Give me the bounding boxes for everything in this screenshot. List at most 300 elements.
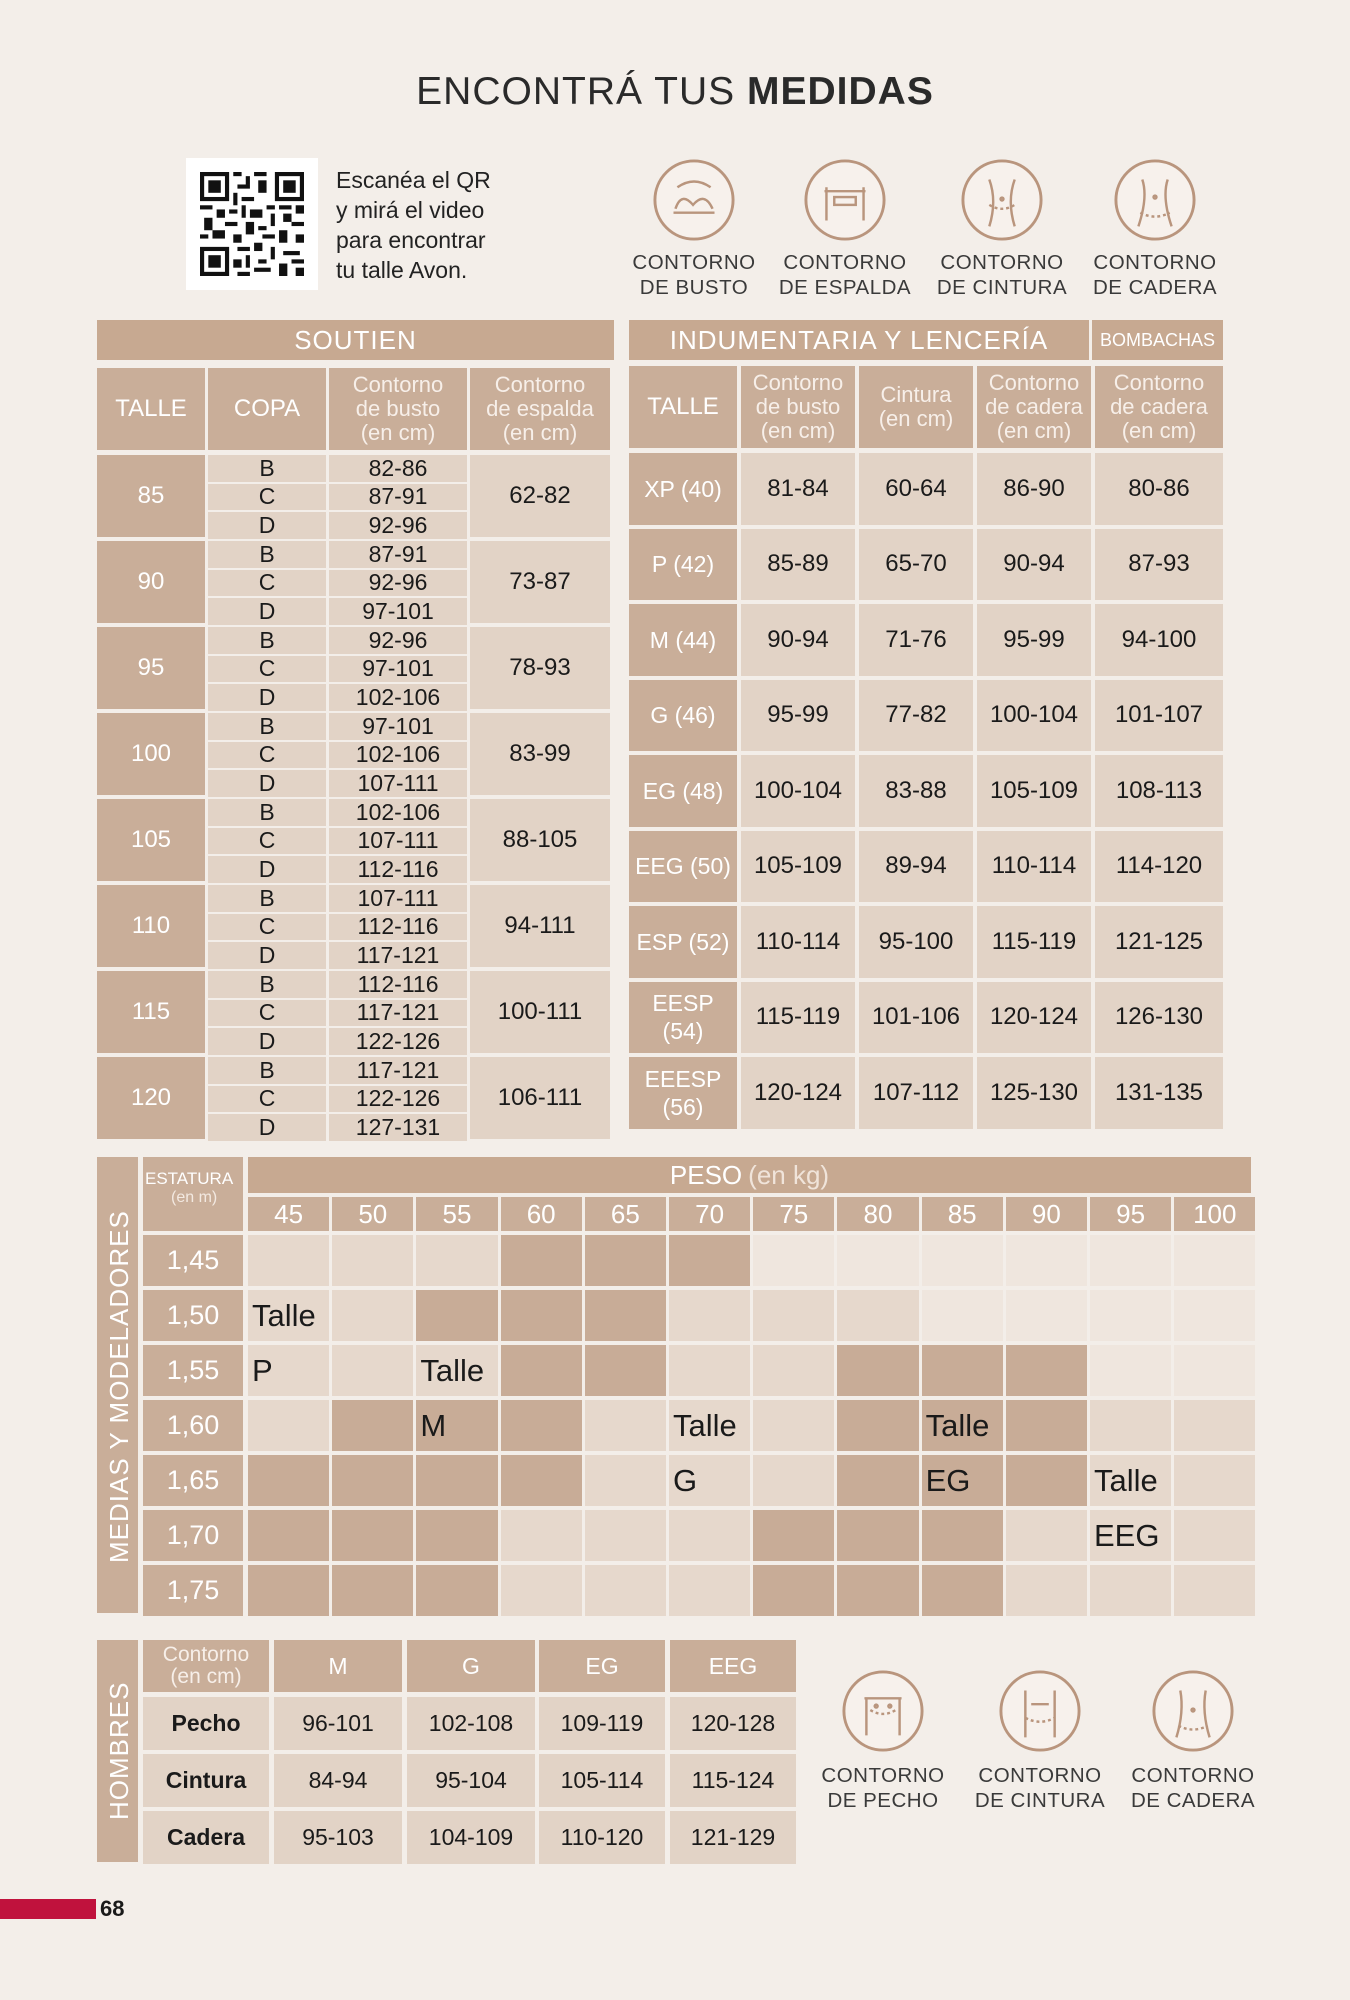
- peso-grid-cell: [669, 1235, 750, 1286]
- cadera-cell: 115-119: [977, 906, 1091, 978]
- talle-cell: [629, 982, 737, 1054]
- cadera-cell: 110-114: [977, 831, 1091, 903]
- peso-grid-cell: [501, 1345, 582, 1396]
- text-line: Contorno: [752, 370, 844, 395]
- talle-cell: 120: [97, 1057, 205, 1139]
- peso-grid-cell: [332, 1455, 413, 1506]
- copa-cell: D: [208, 598, 326, 625]
- header-espalda: [470, 368, 610, 450]
- header-bombacha: [1095, 366, 1223, 448]
- size-header: M: [274, 1640, 402, 1692]
- busto-cell: 97-101: [329, 598, 467, 625]
- text-line: EEG (50): [635, 853, 731, 880]
- peso-grid-cell: [332, 1290, 413, 1341]
- icon-caption-line: DE PECHO: [827, 1789, 939, 1812]
- icon-caption-line: DE CINTURA: [974, 1789, 1106, 1812]
- bombachas-title: BOMBACHAS: [1092, 320, 1223, 360]
- talle-cell: 110: [97, 885, 205, 967]
- cintura-cell: 71-76: [859, 604, 973, 676]
- back-measure-icon: [803, 158, 887, 242]
- icon-caption-line: DE CINTURA: [936, 276, 1068, 299]
- measure-value-cell: 96-101: [274, 1697, 402, 1750]
- peso-grid-cell: [669, 1510, 750, 1561]
- hip-measure-icon: [1113, 158, 1197, 242]
- peso-grid-cell: [248, 1510, 329, 1561]
- altura-row-header: 1,50: [143, 1290, 243, 1341]
- peso-grid-cell: [332, 1400, 413, 1451]
- bombacha-cell: 80-86: [1095, 453, 1223, 525]
- peso-col-header: 85: [922, 1197, 1003, 1231]
- peso-col-header: 80: [837, 1197, 918, 1231]
- busto-cell: 100-104: [741, 755, 855, 827]
- copa-cell: B: [208, 971, 326, 998]
- peso-grid-cell: [585, 1290, 666, 1341]
- peso-grid-cell: [585, 1345, 666, 1396]
- qr-instructions: [336, 165, 536, 285]
- chest-measure-icon: [841, 1669, 925, 1753]
- cadera-cell: 120-124: [977, 982, 1091, 1054]
- page-accent-bar: [0, 1899, 96, 1919]
- peso-grid-cell: [248, 1400, 329, 1451]
- cadera-cell: 105-109: [977, 755, 1091, 827]
- busto-cell: 97-101: [329, 656, 467, 683]
- talle-cell: 90: [97, 541, 205, 623]
- peso-col-header: 90: [1006, 1197, 1087, 1231]
- peso-grid-cell: [1090, 1565, 1171, 1616]
- cadera-cell: 90-94: [977, 529, 1091, 601]
- measure-value-cell: 84-94: [274, 1754, 402, 1807]
- copa-cell: B: [208, 885, 326, 912]
- icon-caption: [1108, 1763, 1278, 1813]
- icon-caption-line: CONTORNO: [1093, 251, 1217, 274]
- copa-cell: C: [208, 656, 326, 683]
- busto-cell: 92-96: [329, 570, 467, 597]
- copa-cell: D: [208, 1028, 326, 1055]
- peso-grid-cell: [585, 1455, 666, 1506]
- estatura-line: ESTATURA: [145, 1169, 234, 1188]
- waist-measure-icon: [960, 158, 1044, 242]
- cadera-cell: 125-130: [977, 1057, 1091, 1129]
- peso-grid-cell: [922, 1345, 1003, 1396]
- peso-grid-cell: [1006, 1345, 1087, 1396]
- peso-grid-cell: [1090, 1235, 1171, 1286]
- peso-grid-cell: [669, 1345, 750, 1396]
- peso-grid-cell: [1090, 1400, 1171, 1451]
- icon-caption-line: DE CADERA: [1130, 1789, 1256, 1812]
- talle-cell: [629, 453, 737, 525]
- copa-cell: D: [208, 942, 326, 969]
- qr-code-icon: [200, 172, 304, 276]
- text-line: (56): [662, 1093, 704, 1120]
- text-line: de cadera: [1110, 394, 1208, 419]
- copa-cell: D: [208, 856, 326, 883]
- peso-grid-cell: [248, 1455, 329, 1506]
- medias-size-label: G: [673, 1463, 698, 1498]
- medias-size-label: Talle: [673, 1408, 737, 1443]
- men-hip-measure-icon: [1151, 1669, 1235, 1753]
- peso-grid-cell: [501, 1400, 582, 1451]
- talle-cell: [629, 755, 737, 827]
- busto-cell: 117-121: [329, 1000, 467, 1027]
- size-header: EG: [539, 1640, 665, 1692]
- busto-cell: 85-89: [741, 529, 855, 601]
- busto-cell: 87-91: [329, 541, 467, 568]
- espalda-cell: 106-111: [470, 1057, 610, 1139]
- text-line: Cintura: [880, 382, 952, 407]
- header-cintura: [859, 366, 973, 448]
- header-busto: [741, 366, 855, 448]
- peso-grid-cell: [332, 1345, 413, 1396]
- busto-cell: 117-121: [329, 942, 467, 969]
- waist-measure-icon: [960, 158, 1044, 242]
- cadera-cell: 86-90: [977, 453, 1091, 525]
- text-line: EG (48): [642, 777, 724, 804]
- text-line: Contorno: [352, 372, 444, 397]
- medias-side-label: MEDIAS Y MODELADORES: [104, 1210, 134, 1563]
- chest-measure-icon: [841, 1669, 925, 1753]
- measure-name-cell: Pecho: [143, 1697, 269, 1750]
- peso-col-header: 75: [753, 1197, 834, 1231]
- copa-cell: D: [208, 684, 326, 711]
- busto-cell: 112-116: [329, 971, 467, 998]
- text-line: Contorno: [1113, 370, 1205, 395]
- busto-cell: 122-126: [329, 1028, 467, 1055]
- busto-cell: 95-99: [741, 680, 855, 752]
- hip-measure-icon: [1113, 158, 1197, 242]
- cadera-cell: 100-104: [977, 680, 1091, 752]
- text-line: G (46): [650, 702, 716, 729]
- peso-grid-cell: [753, 1455, 834, 1506]
- medias-size-label: M: [420, 1408, 447, 1443]
- espalda-cell: 62-82: [470, 455, 610, 537]
- espalda-cell: 88-105: [470, 799, 610, 881]
- copa-cell: C: [208, 1000, 326, 1027]
- measure-value-cell: 95-104: [407, 1754, 535, 1807]
- peso-grid-cell: [501, 1290, 582, 1341]
- icon-caption: [798, 1763, 968, 1813]
- cintura-cell: 101-106: [859, 982, 973, 1054]
- bust-measure-icon: [652, 158, 736, 242]
- cintura-cell: 89-94: [859, 831, 973, 903]
- peso-grid-cell: [248, 1235, 329, 1286]
- measure-name-cell: Cadera: [143, 1811, 269, 1864]
- measure-value-cell: 95-103: [274, 1811, 402, 1864]
- hombres-side-label: HOMBRES: [104, 1681, 134, 1820]
- medias-size-label: EEG: [1094, 1518, 1160, 1553]
- medias-size-label: EG: [925, 1463, 971, 1498]
- cintura-cell: 107-112: [859, 1057, 973, 1129]
- espalda-cell: 73-87: [470, 541, 610, 623]
- peso-grid-cell: [501, 1235, 582, 1286]
- peso-grid-cell: [1006, 1400, 1087, 1451]
- medias-size-label: Talle: [420, 1353, 485, 1388]
- busto-cell: 97-101: [329, 713, 467, 740]
- header-busto: [329, 368, 467, 450]
- peso-grid-cell: [837, 1565, 918, 1616]
- cintura-cell: 77-82: [859, 680, 973, 752]
- copa-cell: D: [208, 512, 326, 539]
- peso-grid-cell: [922, 1235, 1003, 1286]
- men-hip-measure-icon: [1151, 1669, 1235, 1753]
- measure-value-cell: 115-124: [670, 1754, 796, 1807]
- copa-cell: C: [208, 914, 326, 941]
- altura-row-header: 1,65: [143, 1455, 243, 1506]
- busto-cell: 127-131: [329, 1114, 467, 1141]
- busto-cell: 107-111: [329, 770, 467, 797]
- busto-cell: 112-116: [329, 856, 467, 883]
- peso-grid-cell: [585, 1510, 666, 1561]
- text-line: de espalda: [486, 396, 594, 421]
- text-line: EESP: [652, 990, 714, 1017]
- talle-cell: [629, 680, 737, 752]
- icon-caption: [955, 1763, 1125, 1813]
- talle-cell: 85: [97, 455, 205, 537]
- peso-grid-cell: [501, 1510, 582, 1561]
- peso-grid-cell: [332, 1565, 413, 1616]
- altura-row-header: 1,60: [143, 1400, 243, 1451]
- copa-cell: C: [208, 1086, 326, 1113]
- busto-cell: 102-106: [329, 684, 467, 711]
- cintura-cell: 60-64: [859, 453, 973, 525]
- busto-cell: 120-124: [741, 1057, 855, 1129]
- peso-grid-cell: [837, 1235, 918, 1286]
- peso-title-unit: (en kg): [748, 1159, 830, 1190]
- back-measure-icon: [803, 158, 887, 242]
- medias-size-label: P: [252, 1353, 273, 1388]
- busto-cell: 105-109: [741, 831, 855, 903]
- peso-grid-cell: [1090, 1290, 1171, 1341]
- peso-grid-cell: [669, 1565, 750, 1616]
- busto-cell: 90-94: [741, 604, 855, 676]
- qr-text-line: tu talle Avon.: [336, 257, 468, 283]
- peso-grid-cell: [416, 1510, 497, 1561]
- busto-cell: 110-114: [741, 906, 855, 978]
- size-header: G: [407, 1640, 535, 1692]
- peso-col-header: 100: [1174, 1197, 1255, 1231]
- icon-caption: [760, 250, 930, 300]
- peso-grid-cell: [837, 1400, 918, 1451]
- talle-cell: 115: [97, 971, 205, 1053]
- text-line: Contorno: [494, 372, 586, 397]
- busto-cell: 117-121: [329, 1057, 467, 1084]
- measure-value-cell: 121-129: [670, 1811, 796, 1864]
- copa-cell: C: [208, 484, 326, 511]
- peso-grid-cell: [585, 1400, 666, 1451]
- copa-cell: B: [208, 541, 326, 568]
- peso-grid-cell: [1006, 1565, 1087, 1616]
- bombacha-cell: 131-135: [1095, 1057, 1223, 1129]
- peso-grid-cell: [1006, 1510, 1087, 1561]
- peso-grid-cell: [922, 1510, 1003, 1561]
- icon-caption: [917, 250, 1087, 300]
- peso-grid-cell: [1174, 1400, 1255, 1451]
- peso-grid-cell: [1090, 1345, 1171, 1396]
- peso-grid-cell: [416, 1565, 497, 1616]
- copa-cell: C: [208, 742, 326, 769]
- copa-cell: B: [208, 713, 326, 740]
- peso-grid-cell: [837, 1510, 918, 1561]
- altura-row-header: 1,70: [143, 1510, 243, 1561]
- peso-grid-cell: [332, 1510, 413, 1561]
- text-line: (en cm): [360, 420, 436, 445]
- busto-cell: 115-119: [741, 982, 855, 1054]
- measure-value-cell: 120-128: [670, 1697, 796, 1750]
- cintura-cell: 83-88: [859, 755, 973, 827]
- text-line: (en cm): [760, 418, 836, 443]
- soutien-title: SOUTIEN: [97, 320, 614, 360]
- measure-value-cell: 109-119: [539, 1697, 665, 1750]
- peso-grid-cell: [753, 1345, 834, 1396]
- peso-grid-cell: [837, 1290, 918, 1341]
- cintura-cell: 65-70: [859, 529, 973, 601]
- qr-code[interactable]: [186, 158, 318, 290]
- size-header: EEG: [670, 1640, 796, 1692]
- bombacha-cell: 101-107: [1095, 680, 1223, 752]
- busto-cell: 107-111: [329, 828, 467, 855]
- bombacha-cell: 87-93: [1095, 529, 1223, 601]
- text-line: de busto: [355, 396, 441, 421]
- peso-grid-cell: [501, 1565, 582, 1616]
- qr-text-line: y mirá el video: [336, 197, 485, 223]
- qr-text-line: Escanéa el QR: [336, 167, 491, 193]
- peso-grid-cell: [1006, 1235, 1087, 1286]
- peso-grid-cell: [1174, 1510, 1255, 1561]
- icon-caption-line: CONTORNO: [821, 1764, 945, 1787]
- peso-grid-cell: [753, 1565, 834, 1616]
- peso-col-header: 50: [332, 1197, 413, 1231]
- copa-cell: B: [208, 455, 326, 482]
- busto-cell: 107-111: [329, 885, 467, 912]
- peso-grid-cell: [585, 1565, 666, 1616]
- copa-cell: C: [208, 828, 326, 855]
- peso-grid-cell: [669, 1290, 750, 1341]
- peso-grid-cell: [1006, 1455, 1087, 1506]
- talle-cell: 100: [97, 713, 205, 795]
- bust-measure-icon: [652, 158, 736, 242]
- page-title: ENCONTRÁ TUS MEDIDAS: [416, 70, 934, 113]
- busto-cell: 122-126: [329, 1086, 467, 1113]
- header-estatura: [143, 1157, 243, 1231]
- peso-grid-cell: [1174, 1565, 1255, 1616]
- icon-caption-line: CONTORNO: [978, 1764, 1102, 1787]
- cadera-cell: 95-99: [977, 604, 1091, 676]
- peso-grid-cell: [585, 1235, 666, 1286]
- copa-cell: B: [208, 627, 326, 654]
- peso-title: [248, 1157, 1251, 1193]
- busto-cell: 81-84: [741, 453, 855, 525]
- espalda-cell: 100-111: [470, 971, 610, 1053]
- peso-grid-cell: [922, 1290, 1003, 1341]
- peso-grid-cell: [753, 1400, 834, 1451]
- peso-grid-cell: [753, 1290, 834, 1341]
- bombacha-cell: 114-120: [1095, 831, 1223, 903]
- text-line: (en cm): [996, 418, 1072, 443]
- busto-cell: 82-86: [329, 455, 467, 482]
- estatura-line: (en m): [171, 1189, 218, 1206]
- text-line: M (44): [649, 626, 717, 653]
- peso-col-header: 60: [501, 1197, 582, 1231]
- peso-grid-cell: [416, 1235, 497, 1286]
- peso-grid-cell: [248, 1565, 329, 1616]
- text-line: XP (40): [644, 475, 722, 502]
- text-line: P (42): [651, 551, 715, 578]
- measure-name-cell: Cintura: [143, 1754, 269, 1807]
- busto-cell: 87-91: [329, 484, 467, 511]
- busto-cell: 102-106: [329, 742, 467, 769]
- busto-cell: 92-96: [329, 627, 467, 654]
- peso-col-header: 65: [585, 1197, 666, 1231]
- copa-cell: B: [208, 1057, 326, 1084]
- peso-grid-cell: [416, 1290, 497, 1341]
- peso-col-header: 95: [1090, 1197, 1171, 1231]
- men-waist-measure-icon: [998, 1669, 1082, 1753]
- medias-size-label: Talle: [925, 1408, 990, 1443]
- copa-cell: D: [208, 1114, 326, 1141]
- text-line: Contorno: [988, 370, 1080, 395]
- text-line: (54): [662, 1018, 704, 1045]
- peso-grid-cell: [753, 1510, 834, 1561]
- peso-grid-cell: [753, 1235, 834, 1286]
- text-line: (en cm): [1121, 418, 1197, 443]
- busto-cell: 112-116: [329, 914, 467, 941]
- talle-cell: 105: [97, 799, 205, 881]
- peso-grid-cell: [1174, 1235, 1255, 1286]
- measure-value-cell: 102-108: [407, 1697, 535, 1750]
- text-line: Contorno: [162, 1643, 250, 1666]
- peso-grid-cell: [837, 1345, 918, 1396]
- icon-caption-line: CONTORNO: [783, 251, 907, 274]
- icon-caption-line: DE ESPALDA: [778, 276, 912, 299]
- icon-caption-line: CONTORNO: [940, 251, 1064, 274]
- icon-caption-line: CONTORNO: [1131, 1764, 1255, 1787]
- peso-grid-cell: [837, 1455, 918, 1506]
- indumentaria-title: INDUMENTARIA Y LENCERÍA: [629, 320, 1089, 360]
- icon-caption-line: DE BUSTO: [639, 276, 749, 299]
- talle-cell: [629, 604, 737, 676]
- bombacha-cell: 121-125: [1095, 906, 1223, 978]
- header-copa: COPA: [208, 368, 326, 450]
- measure-value-cell: 110-120: [539, 1811, 665, 1864]
- altura-row-header: 1,45: [143, 1235, 243, 1286]
- medias-size-label: Talle: [1094, 1463, 1158, 1498]
- peso-grid-cell: [501, 1455, 582, 1506]
- qr-text-line: para encontrar: [336, 227, 486, 253]
- talle-cell: [629, 906, 737, 978]
- peso-grid-cell: [1006, 1290, 1087, 1341]
- header-talle: TALLE: [97, 368, 205, 450]
- men-waist-measure-icon: [998, 1669, 1082, 1753]
- busto-cell: 102-106: [329, 799, 467, 826]
- icon-caption: [1070, 250, 1240, 300]
- page-number: 68: [100, 1896, 125, 1921]
- peso-col-header: 55: [416, 1197, 497, 1231]
- bombacha-cell: 94-100: [1095, 604, 1223, 676]
- bombacha-cell: 108-113: [1095, 755, 1223, 827]
- cintura-cell: 95-100: [859, 906, 973, 978]
- header-talle: TALLE: [629, 366, 737, 448]
- copa-cell: B: [208, 799, 326, 826]
- copa-cell: D: [208, 770, 326, 797]
- altura-row-header: 1,55: [143, 1345, 243, 1396]
- icon-caption-line: CONTORNO: [632, 251, 756, 274]
- peso-grid-cell: [1174, 1290, 1255, 1341]
- peso-col-header: 70: [669, 1197, 750, 1231]
- bombacha-cell: 126-130: [1095, 982, 1223, 1054]
- peso-grid-cell: [1174, 1345, 1255, 1396]
- header-cadera: [977, 366, 1091, 448]
- measure-value-cell: 104-109: [407, 1811, 535, 1864]
- peso-grid-cell: [922, 1565, 1003, 1616]
